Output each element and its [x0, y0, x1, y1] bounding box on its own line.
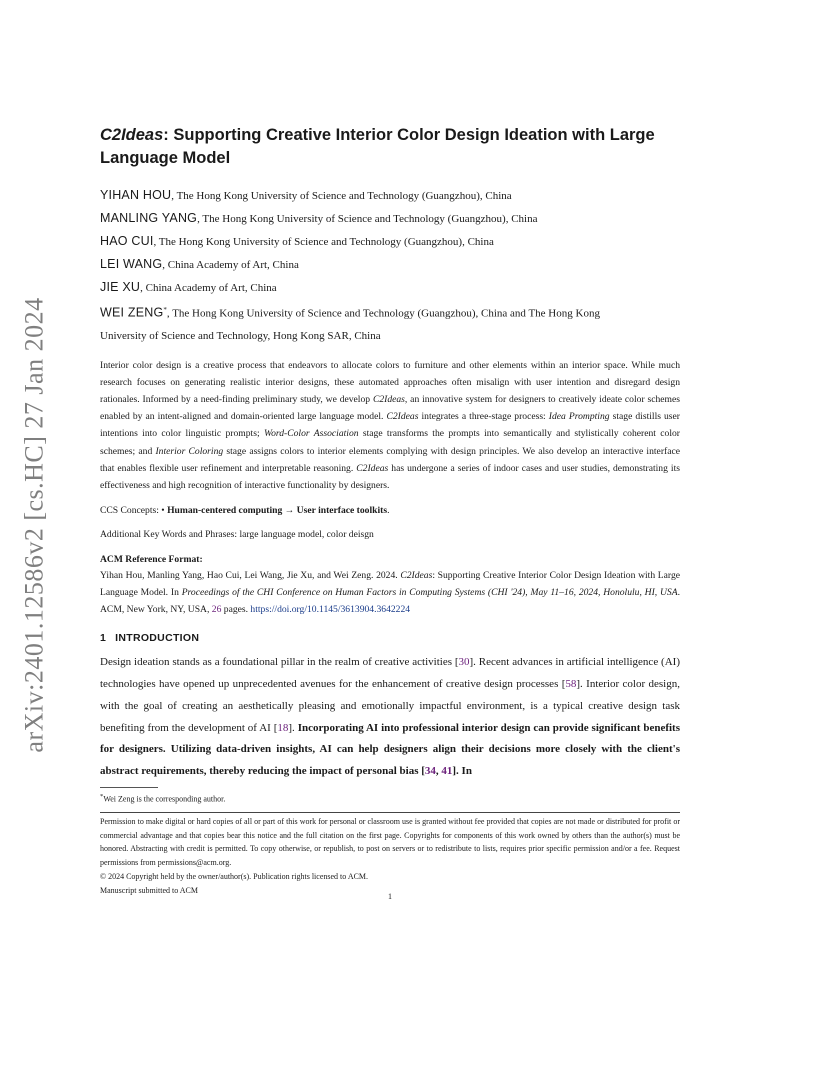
ccs-label: CCS Concepts: • [100, 505, 168, 517]
system-name: C2Ideas [356, 462, 389, 474]
intro-bold-text: , [435, 765, 442, 778]
footnote-rule [100, 787, 158, 788]
section-title: INTRODUCTION [115, 632, 200, 645]
section-number: 1 [100, 632, 107, 645]
author-affiliation: , The Hong Kong University of Science and Technology (Guangzhou), China [197, 213, 538, 225]
intro-text: ]. Recent advances in artificial intelligence (AI) technologies have opened up unprecedented avenues for the enhancement of creative design processes [ [100, 656, 680, 691]
author-name: MANLING YANG [100, 211, 198, 225]
author-entry [100, 230, 680, 253]
abstract-text: integrates a three-stage process: [418, 411, 549, 423]
author-list [100, 184, 680, 347]
stage-name: Interior Coloring [155, 445, 224, 457]
reference-text: Yihan Hou, Manling Yang, Hao Cui, Lei Wang, Jie Xu, and Wei Zeng. 2024. [100, 570, 401, 582]
copyright-text: © 2024 Copyright held by the owner/author(s). Publication rights licensed to ACM. [100, 871, 369, 881]
author-entry [100, 184, 680, 207]
author-affiliation: , The Hong Kong University of Science and Technology (Guangzhou), China [153, 236, 494, 248]
permission-text: Permission to make digital or hard copies of all or part of this work for personal or classroom use is granted without fee provided that copies are not made or distributed for profit or commercial advantage and that copies bear this notice and the full citation on the first page. Copyrights for components of this work owned by others than the author(s) must be honored. Abstracting with credit is permitted. To copy otherwise, or republish, to post on servers or to redistribute to lists, requires prior specific permission and/or a fee. Request permissions from permissions@acm.org. [100, 816, 680, 868]
author-affiliation: , The Hong Kong University of Science and Technology (Guangzhou), China [171, 190, 512, 202]
page-count-link[interactable]: 26 [211, 604, 222, 616]
author-entry [100, 253, 680, 276]
arxiv-id: arXiv:2401.12586v2 [cs.HC] 27 Jan 2024 [20, 297, 49, 753]
author-name: HAO CUI [100, 234, 154, 248]
intro-paragraph [100, 652, 680, 783]
citation-link[interactable]: 41 [441, 765, 453, 778]
permission-rule [100, 812, 680, 813]
keywords: Additional Key Words and Phrases: large language model, color deisgn [100, 529, 374, 541]
arxiv-stamp [10, 290, 60, 760]
citation-link[interactable]: 30 [458, 656, 470, 669]
intro-bold-text: Incorporating AI into professional interior design can provide significant benefits for designers. Utilizing data-driven insights, AI can help designers align their decisions more closely with the client's abstract requirements, thereby reducing the impact of personal bias [ [100, 721, 680, 778]
author-entry [100, 207, 680, 230]
title-rest-line2: Language Model [100, 149, 231, 167]
author-affiliation: , China Academy of Art, China [140, 282, 277, 294]
reference-text: pages. [221, 604, 251, 616]
system-name: C2Ideas [372, 394, 405, 406]
footnote-text: Wei Zeng is the corresponding author. [103, 794, 226, 804]
stage-name: Word-Color Association [263, 428, 359, 440]
author-affiliation-cont: University of Science and Technology, Hong Kong SAR, China [100, 329, 381, 342]
stage-name: Idea Prompting [548, 411, 610, 423]
reference-format-heading: ACM Reference Format: [100, 554, 203, 566]
reference-text: . ACM, New York, NY, USA, [100, 587, 680, 616]
author-name: LEI WANG [100, 257, 163, 271]
abstract-text: stage distills user intentions into color linguistic prompts; [100, 411, 680, 440]
paper-title [100, 124, 680, 170]
permission-block [100, 815, 680, 898]
intro-text: ]. [288, 721, 298, 734]
corresponding-mark: * [163, 306, 167, 314]
page-number: 1 [388, 892, 392, 901]
citation-link[interactable]: 34 [424, 765, 436, 778]
citation-link[interactable]: 18 [277, 721, 289, 734]
reference-venue: Proceedings of the CHI Conference on Human Factors in Computing Systems (CHI '24), May 11–16, 2024, Honolulu, HI, USA [181, 587, 678, 599]
abstract [100, 357, 680, 495]
author-name: JIE XU [100, 280, 141, 294]
system-name: C2Ideas [400, 570, 433, 582]
reference-text: : Supporting Creative Interior Color Design Ideation with Large Language Model. In [100, 570, 680, 599]
abstract-text: , an innovative system for designers to creatively ideate color schemes enabled by an intent-aligned and domain-oriented large language model. [100, 394, 681, 423]
author-affiliation: , China Academy of Art, China [162, 259, 299, 271]
footnote-mark: * [100, 793, 104, 801]
citation-link[interactable]: 58 [565, 678, 577, 691]
system-name: C2Ideas [386, 411, 419, 423]
section-heading [100, 630, 680, 646]
reference-format [100, 567, 680, 618]
title-system-name: C2Ideas [100, 126, 164, 144]
footnote [100, 790, 680, 806]
intro-text: Design ideation stands as a foundational pillar in the realm of creative activities [ [100, 656, 459, 669]
manuscript-note: Manuscript submitted to ACM [100, 885, 198, 895]
paper-page [100, 118, 680, 898]
doi-link[interactable]: https://doi.org/10.1145/3613904.3642224 [250, 604, 411, 616]
author-entry [100, 276, 680, 299]
ccs-concept: Human-centered computing → User interface toolkits [167, 505, 388, 517]
title-rest-line1: : Supporting Creative Interior Color Design Ideation with Large [163, 126, 655, 144]
abstract-text: has undergone a series of indoor cases and user studies, demonstrating its effectiveness and high recognition of interactive functionality by designers. [100, 462, 680, 492]
ccs-end: . [387, 505, 390, 517]
ccs-concepts [100, 503, 680, 518]
author-name: WEI ZENG [100, 305, 164, 320]
abstract-text: stage transforms the prompts into semantically and stylistically coherent color schemes; and [100, 428, 680, 457]
author-name: YIHAN HOU [100, 188, 172, 202]
abstract-text: stage assigns colors to interior elements complying with design principles. We also develop an interactive interface that enables flexible user refinement and interpretable reasoning. [100, 445, 680, 474]
author-affiliation: , The Hong Kong University of Science and Technology (Guangzhou), China and The Hong Kong [166, 307, 600, 320]
abstract-text: Interior color design is a creative process that endeavors to allocate colors to furniture and other elements within an interior space. While much research focuses on generating realistic interior designs, these automated approaches often misalign with user intention and disregard design rationales. Informed by a need-finding preliminary study, we develop [100, 359, 680, 406]
author-entry [100, 299, 680, 347]
intro-text: ]. Interior color design, with the goal of creating an aesthetically pleasing and emotionally impactful environment, is a typical creative design task benefiting from the development of AI [ [100, 678, 680, 734]
intro-bold-text: ]. In [452, 765, 472, 778]
